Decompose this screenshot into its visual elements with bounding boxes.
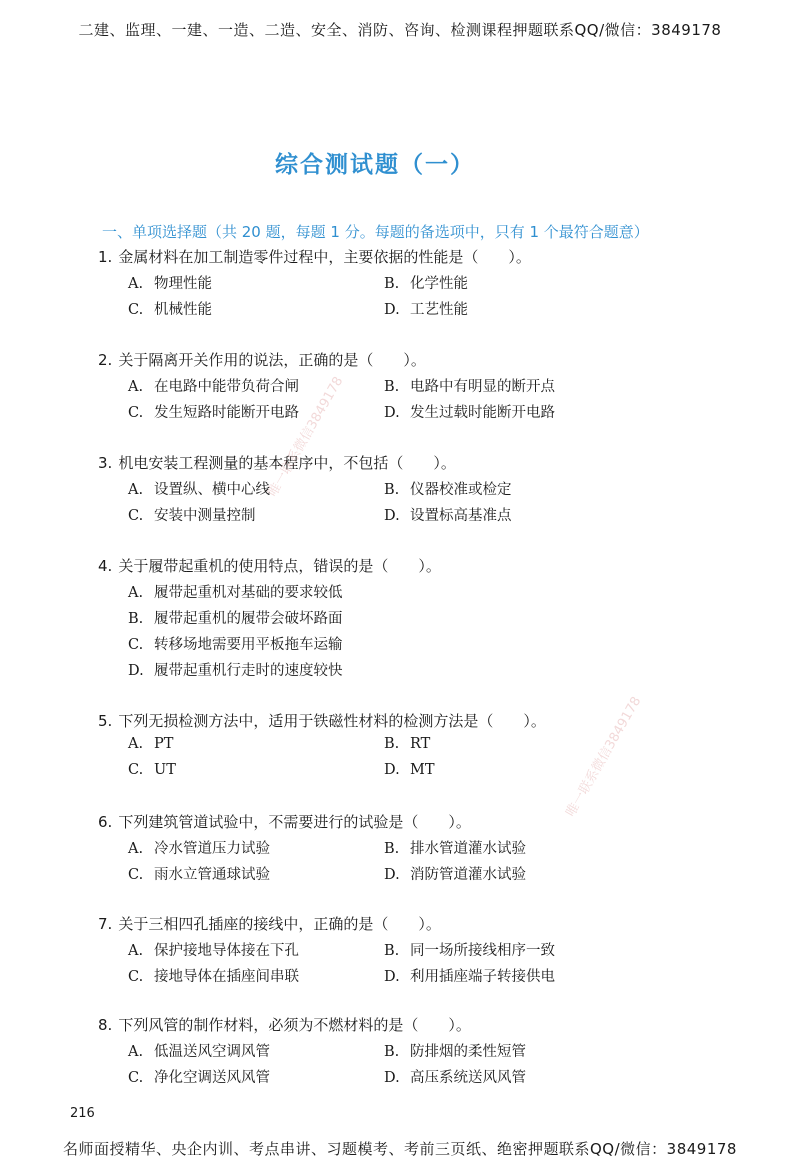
option-b[interactable]	[128, 607, 343, 628]
option-d[interactable]	[384, 504, 512, 525]
question-stem	[98, 349, 426, 370]
option-b[interactable]	[384, 375, 555, 396]
watermark: 唯一联系微信3849178	[563, 694, 645, 820]
question-text: 关于三相四孔插座的接线中，正确的是（ ）。	[118, 915, 441, 933]
question-text: 下列建筑管道试验中，不需要进行的试验是（ ）。	[118, 813, 471, 831]
option-text: 在电路中能带负荷合闸	[154, 379, 299, 395]
option-text: 排水管道灌水试验	[410, 841, 526, 857]
watermark: 唯一联系微信3849178	[265, 374, 347, 500]
question-number: 5.	[98, 712, 113, 730]
option-text: 工艺性能	[410, 302, 468, 318]
option-letter: C.	[128, 867, 144, 883]
option-a[interactable]	[128, 1040, 270, 1061]
question-number: 4.	[98, 557, 113, 575]
question-text: 关于履带起重机的使用特点，错误的是（ ）。	[118, 557, 441, 575]
option-letter: D.	[384, 508, 400, 524]
option-b[interactable]	[384, 939, 555, 960]
option-d[interactable]	[384, 298, 468, 319]
question-stem	[98, 913, 441, 934]
option-text: 冷水管道压力试验	[154, 841, 270, 857]
option-text: 设置纵、横中心线	[154, 482, 270, 498]
question-stem	[98, 555, 441, 576]
option-b[interactable]	[384, 837, 526, 858]
option-a[interactable]	[128, 736, 173, 752]
option-a[interactable]	[128, 375, 299, 396]
option-b[interactable]	[384, 272, 468, 293]
option-text: 机械性能	[154, 302, 212, 318]
option-letter: B.	[384, 736, 400, 752]
option-c[interactable]	[128, 298, 212, 319]
option-letter: C.	[128, 762, 144, 778]
question-number: 1.	[98, 248, 113, 266]
question-text: 下列风管的制作材料，必须为不燃材料的是（ ）。	[118, 1016, 471, 1034]
question-text: 金属材料在加工制造零件过程中，主要依据的性能是（ ）。	[118, 248, 531, 266]
option-text: UT	[154, 762, 176, 778]
option-c[interactable]	[128, 504, 256, 525]
option-letter: A.	[128, 841, 144, 857]
question-stem	[98, 246, 531, 267]
option-letter: A.	[128, 276, 144, 292]
question-stem	[98, 710, 546, 731]
option-text: 防排烟的柔性短管	[410, 1044, 526, 1060]
question-stem	[98, 452, 456, 473]
option-letter: C.	[128, 508, 144, 524]
option-text: 低温送风空调风管	[154, 1044, 270, 1060]
option-d[interactable]	[384, 863, 526, 884]
option-letter: C.	[128, 969, 144, 985]
option-text: 履带起重机行走时的速度较快	[154, 663, 343, 679]
option-a[interactable]	[128, 939, 299, 960]
option-letter: B.	[384, 841, 400, 857]
option-text: 接地导体在插座间串联	[154, 969, 299, 985]
option-letter: D.	[384, 1070, 400, 1086]
option-b[interactable]	[384, 478, 512, 499]
option-text: 保护接地导体接在下孔	[154, 943, 299, 959]
option-text: PT	[154, 736, 174, 752]
option-text: 发生过载时能断开电路	[410, 405, 555, 421]
question-number: 8.	[98, 1016, 113, 1034]
option-letter: A.	[128, 1044, 144, 1060]
option-c[interactable]	[128, 762, 176, 778]
option-letter: C.	[128, 302, 144, 318]
question-number: 3.	[98, 454, 113, 472]
page-title: 综合测试题（一）	[275, 152, 475, 178]
option-a[interactable]	[128, 272, 212, 293]
option-letter: B.	[384, 276, 400, 292]
option-text: 净化空调送风风管	[154, 1070, 270, 1086]
option-letter: B.	[128, 611, 144, 627]
option-d[interactable]	[384, 1066, 526, 1087]
question-text: 关于隔离开关作用的说法，正确的是（ ）。	[118, 351, 426, 369]
option-d[interactable]	[128, 659, 343, 680]
option-letter: D.	[384, 762, 400, 778]
option-letter: D.	[384, 302, 400, 318]
option-text: 履带起重机对基础的要求较低	[154, 585, 343, 601]
option-a[interactable]	[128, 581, 343, 602]
question-text: 机电安装工程测量的基本程序中，不包括（ ）。	[118, 454, 456, 472]
option-letter: A.	[128, 736, 144, 752]
option-d[interactable]	[384, 965, 555, 986]
option-c[interactable]	[128, 863, 270, 884]
section-heading: 一、单项选择题（共 20 题，每题 1 分。每题的备选项中，只有 1 个最符合题意）	[102, 223, 649, 241]
option-text: 仪器校准或检定	[410, 482, 512, 498]
question-stem	[98, 1014, 471, 1035]
option-text: 消防管道灌水试验	[410, 867, 526, 883]
footer-banner: 名师面授精华、央企内训、考点串讲、习题模考、考前三页纸、绝密押题联系QQ/微信：3849178	[63, 1140, 737, 1158]
option-b[interactable]	[384, 736, 430, 752]
option-letter: B.	[384, 943, 400, 959]
option-text: RT	[410, 736, 431, 752]
option-letter: C.	[128, 405, 144, 421]
option-letter: D.	[384, 405, 400, 421]
option-d[interactable]	[384, 762, 435, 778]
header-banner: 二建、监理、一建、一造、二造、安全、消防、咨询、检测课程押题联系QQ/微信：3849178	[78, 21, 722, 39]
option-letter: A.	[128, 585, 144, 601]
option-letter: B.	[384, 482, 400, 498]
option-letter: D.	[384, 867, 400, 883]
option-a[interactable]	[128, 478, 270, 499]
option-text: 高压系统送风风管	[410, 1070, 526, 1086]
option-letter: C.	[128, 637, 144, 653]
option-text: 利用插座端子转接供电	[410, 969, 555, 985]
option-text: 雨水立管通球试验	[154, 867, 270, 883]
option-letter: A.	[128, 482, 144, 498]
question-text: 下列无损检测方法中，适用于铁磁性材料的检测方法是（ ）。	[118, 712, 546, 730]
question-number: 7.	[98, 915, 113, 933]
question-stem	[98, 811, 471, 832]
option-c[interactable]	[128, 633, 343, 654]
option-text: 化学性能	[410, 276, 468, 292]
option-b[interactable]	[384, 1040, 526, 1061]
option-letter: A.	[128, 943, 144, 959]
option-text: 物理性能	[154, 276, 212, 292]
option-c[interactable]	[128, 1066, 270, 1087]
option-text: 电路中有明显的断开点	[410, 379, 555, 395]
question-number: 2.	[98, 351, 113, 369]
option-c[interactable]	[128, 401, 299, 422]
option-letter: B.	[384, 379, 400, 395]
option-text: 履带起重机的履带会破坏路面	[154, 611, 343, 627]
option-text: 转移场地需要用平板拖车运输	[154, 637, 343, 653]
option-d[interactable]	[384, 401, 555, 422]
option-letter: D.	[128, 663, 144, 679]
page-number: 216	[70, 1106, 95, 1121]
option-letter: B.	[384, 1044, 400, 1060]
option-c[interactable]	[128, 965, 299, 986]
option-a[interactable]	[128, 837, 270, 858]
option-text: MT	[410, 762, 435, 778]
option-letter: C.	[128, 1070, 144, 1086]
question-number: 6.	[98, 813, 113, 831]
option-text: 设置标高基准点	[410, 508, 512, 524]
option-letter: D.	[384, 969, 400, 985]
option-text: 安装中测量控制	[154, 508, 256, 524]
option-text: 发生短路时能断开电路	[154, 405, 299, 421]
option-letter: A.	[128, 379, 144, 395]
option-text: 同一场所接线相序一致	[410, 943, 555, 959]
